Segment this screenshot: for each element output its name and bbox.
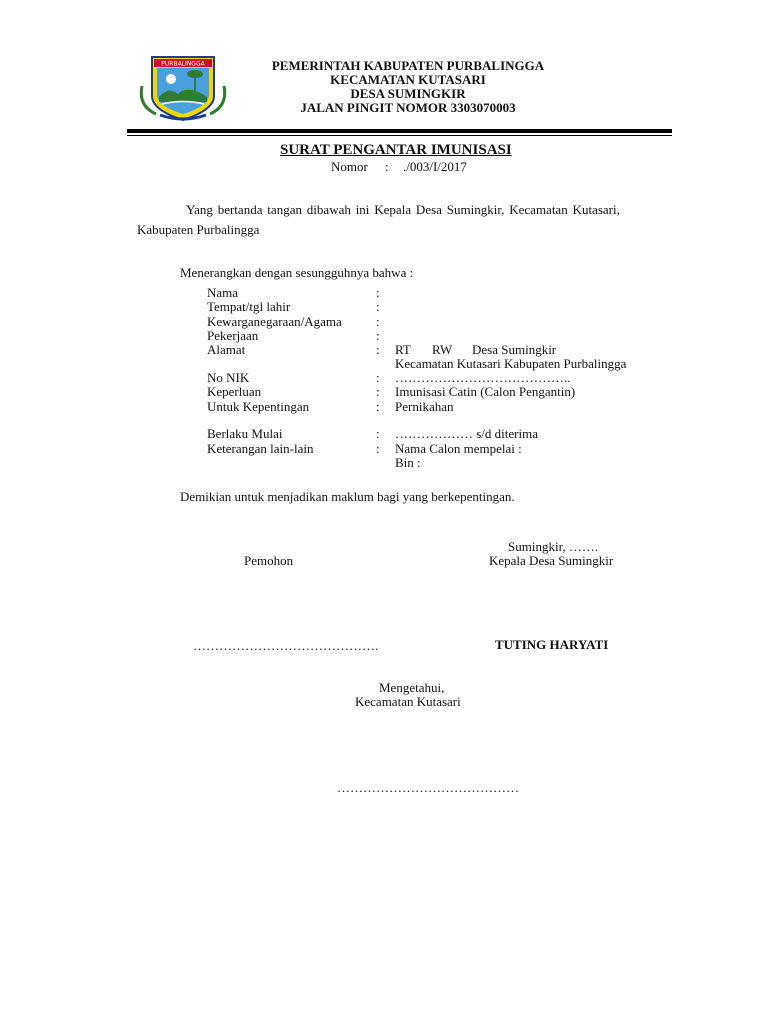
field-label-nama: Nama — [207, 285, 239, 300]
field-colon-keperluan: : — [376, 384, 380, 399]
field-label-kepentingan: Untuk Kepentingan — [207, 399, 310, 414]
field-value-keterangan-bin: Bin : — [395, 455, 421, 470]
alamat-line-2: Kecamatan Kutasari Kabupaten Purbalingga — [395, 356, 627, 371]
signature-kepala-name: TUTING HARYATI — [495, 637, 609, 652]
field-colon-nama: : — [376, 285, 380, 300]
letter-title: SURAT PENGANTAR IMUNISASI — [280, 142, 512, 158]
intro-line-1: Yang bertanda tangan dibawah ini Kepala Desa Sumingkir, Kecamatan Kutasari, — [186, 202, 620, 217]
field-label-keperluan: Keperluan — [207, 384, 262, 399]
header-address: JALAN PINGIT NOMOR 3303070003 — [300, 100, 516, 115]
menerangkan-text: Menerangkan dengan sesungguhnya bahwa : — [180, 265, 414, 280]
field-value-kepentingan: Pernikahan — [395, 399, 454, 414]
field-label-alamat: Alamat — [207, 342, 246, 357]
purbalingga-emblem-logo — [138, 52, 228, 122]
intro-line-2: Kabupaten Purbalingga — [137, 222, 260, 237]
field-colon-nik: : — [376, 370, 380, 385]
field-colon-keterangan: : — [376, 441, 380, 456]
header-district: KECAMATAN KUTASARI — [330, 72, 486, 87]
header-government: PEMERINTAH KABUPATEN PURBALINGGA — [271, 58, 545, 73]
header-village: DESA SUMINGKIR — [350, 86, 466, 101]
field-label-ttl: Tempat/tgl lahir — [207, 299, 291, 314]
field-value-nik: ………………………………….. — [395, 370, 571, 385]
signature-place-date: Sumingkir, ……. — [508, 539, 599, 554]
nomor-value: ./003/I/2017 — [403, 159, 467, 174]
field-label-kewarganegaraan: Kewarganegaraan/Agama — [207, 314, 342, 329]
header-divider-thin — [127, 135, 672, 136]
field-colon-pekerjaan: : — [376, 328, 380, 343]
alamat-rw: RW — [432, 342, 453, 357]
kecamatan-signature-dots: …………………………………… — [337, 780, 519, 795]
signature-pemohon-dots: ……………………………………. — [193, 638, 379, 653]
field-colon-kepentingan: : — [376, 399, 380, 414]
header-divider-thick — [127, 129, 672, 133]
nomor-colon: : — [385, 159, 389, 174]
kecamatan-label: Kecamatan Kutasari — [355, 694, 461, 709]
field-value-keperluan: Imunisasi Catin (Calon Pengantin) — [395, 384, 576, 399]
field-colon-alamat: : — [376, 342, 380, 357]
signature-kepala-label: Kepala Desa Sumingkir — [489, 553, 614, 568]
field-label-nik: No NIK — [207, 370, 250, 385]
field-colon-berlaku: : — [376, 426, 380, 441]
field-colon-ttl: : — [376, 299, 380, 314]
field-label-keterangan: Keterangan lain-lain — [207, 441, 314, 456]
signature-pemohon-label: Pemohon — [244, 553, 294, 568]
field-value-berlaku: ……………… s/d diterima — [395, 426, 538, 441]
field-label-berlaku: Berlaku Mulai — [207, 426, 283, 441]
alamat-desa: Desa Sumingkir — [472, 342, 557, 357]
nomor-label: Nomor — [331, 159, 368, 174]
field-label-pekerjaan: Pekerjaan — [207, 328, 259, 343]
field-colon-kewarganegaraan: : — [376, 314, 380, 329]
field-value-keterangan: Nama Calon mempelai : — [395, 441, 522, 456]
closing-statement: Demikian untuk menjadikan maklum bagi yang berkepentingan. — [180, 489, 515, 504]
svg-text:PURBALINGGA: PURBALINGGA — [161, 60, 205, 68]
alamat-rt: RT — [395, 342, 411, 357]
mengetahui-label: Mengetahui, — [379, 680, 445, 695]
